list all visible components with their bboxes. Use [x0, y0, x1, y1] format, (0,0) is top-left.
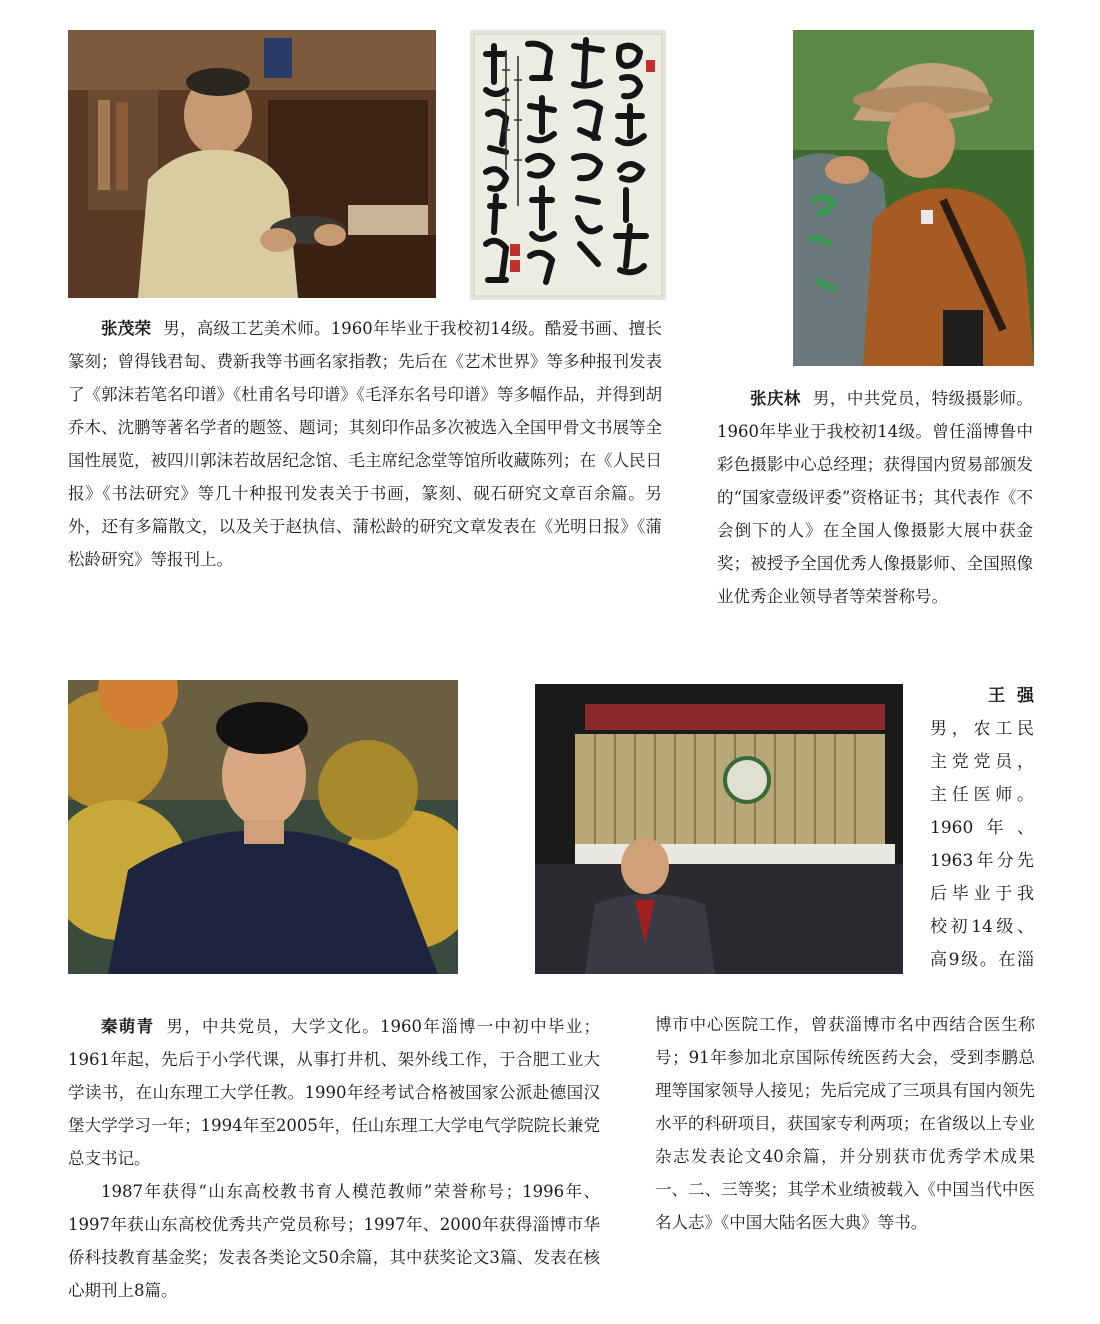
- bio-wang-qiang-continued: [655, 1008, 1035, 1239]
- person-name: 张庆林: [750, 389, 801, 408]
- bio-zhang-maorong: [68, 312, 662, 576]
- bio-paragraph: [717, 382, 1033, 613]
- photo-calligraphy: [470, 30, 666, 300]
- bio-qin-mengqing: [68, 1010, 600, 1307]
- bio-line: 1963年分先: [930, 851, 1034, 871]
- bio-paragraph: [68, 1010, 600, 1175]
- bio-wang-qiang-narrow: [930, 680, 1034, 977]
- bio-line: 后毕业于我: [930, 884, 1034, 904]
- bio-text: 1987年获得“山东高校教书育人模范教师”荣誉称号；1996年、1997年获山东高校优秀共产党员称号；1997年、2000年获得淄博市华侨科技教育基金奖；发表各类论文50余篇，其中获奖论文3篇、发表在核心期刊上8篇。: [68, 1182, 600, 1300]
- bio-paragraph: [68, 1175, 600, 1307]
- bio-line: 男，农工民: [930, 719, 1034, 739]
- bio-text: 男，高级工艺美术师。1960年毕业于我校初14级。酷爱书画、擅长篆刻；曾得钱君匋、费新我等书画名家指教；先后在《艺术世界》等多种报刊发表了《郭沫若笔名印谱》《杜甫名号印谱》《毛泽东名号印谱》等多幅作品，并得到胡乔木、沈鹏等著名学者的题签、题词；其刻印作品多次被选入全国甲骨文书展等全国性展览，被四川郭沫若故居纪念馆、毛主席纪念堂等馆所收藏陈列；在《人民日报》《书法研究》等几十种报刊发表关于书画，篆刻、砚石研究文章百余篇。另外，还有多篇散文，以及关于赵执信、蒲松龄的研究文章发表在《光明日报》《蒲松龄研究》等报刊上。: [68, 319, 662, 569]
- person-name: 王 强: [988, 686, 1034, 706]
- bio-text: 男，中共党员，大学文化。1960年淄博一中初中毕业；1961年起，先后于小学代课，从事打井机、架外线工作，于合肥工业大学读书，在山东理工大学任教。1990年经考试合格被国家公派赴德国汉堡大学学习一年；1994年至2005年，任山东理工大学电气学院院长兼党总支书记。: [68, 1017, 600, 1168]
- bio-text: 博市中心医院工作，曾获淄博市名中西结合医生称号；91年参加北京国际传统医药大会，受到李鹏总理等国家领导人接见；先后完成了三项具有国内领先水平的科研项目，获国家专利两项；在省级以上专业杂志发表论文40余篇，并分别获市优秀学术成果一、二、三等奖；其学术业绩被载入《中国当代中医名人志》《中国大陆名医大典》等书。: [655, 1015, 1035, 1232]
- photo-zhang-maorong: [68, 30, 436, 298]
- bio-text: 男，中共党员，特级摄影师。1960年毕业于我校初14级。曾任淄博鲁中彩色摄影中心总经理；获得国内贸易部颁发的“国家壹级评委”资格证书；其代表作《不会倒下的人》在全国人像摄影大展中获金奖；被授予全国优秀人像摄影师、全国照像业优秀企业领导者等荣誉称号。: [717, 389, 1034, 606]
- photo-wang-qiang: [535, 684, 903, 974]
- bio-paragraph: [655, 1008, 1035, 1239]
- bio-line: 1960年、: [930, 818, 1034, 838]
- photo-qin-mengqing: [68, 680, 458, 974]
- bio-line: 主任医师。: [930, 785, 1034, 805]
- person-name: 秦萌青: [101, 1017, 155, 1036]
- bio-line: 校初14级、: [930, 917, 1034, 937]
- bio-zhang-qinglin: [717, 382, 1033, 613]
- bio-paragraph: [68, 312, 662, 576]
- bio-line: 高9级。在淄: [930, 950, 1034, 970]
- person-name: 张茂荣: [101, 319, 152, 338]
- photo-zhang-qinglin: [793, 30, 1034, 366]
- bio-line: 主党党员，: [930, 752, 1034, 772]
